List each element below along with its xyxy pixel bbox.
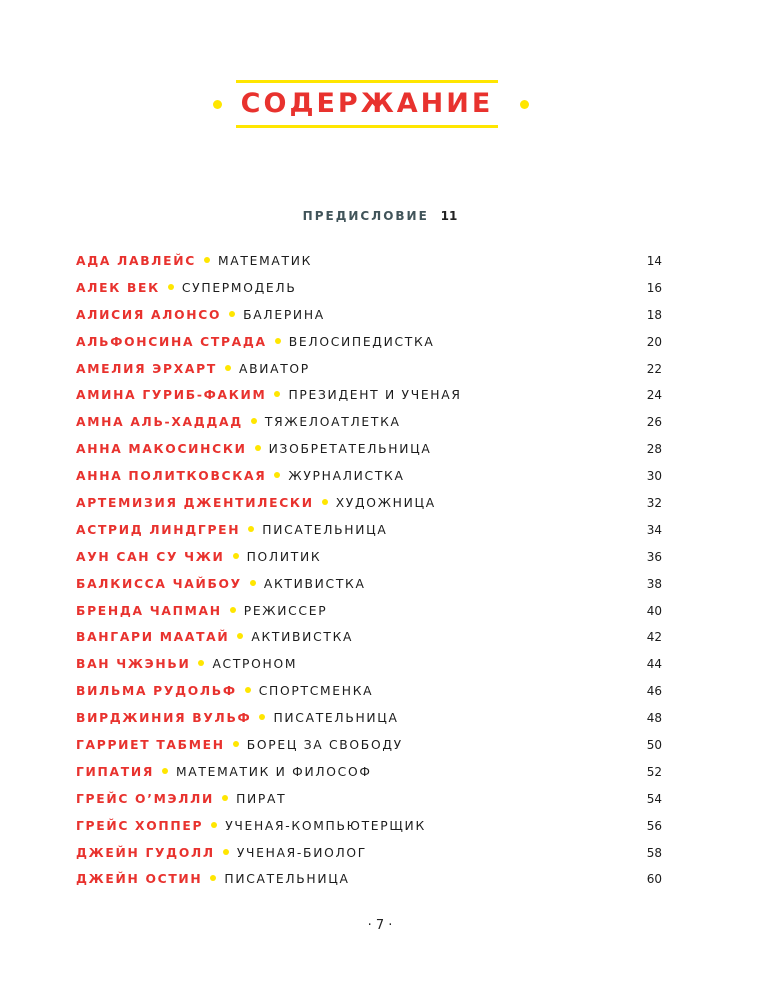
entry-role: АКТИВИСТКА (263, 576, 366, 591)
bullet-dot (251, 418, 257, 424)
entry-page-number: 54 (646, 791, 662, 806)
bullet-dot (230, 607, 236, 613)
entry-name: АЛЕК ВЕК (76, 280, 160, 295)
entry-role: ПИСАТЕЛЬНИЦА (224, 872, 350, 887)
entry-role: МАТЕМАТИК (218, 254, 313, 268)
entry-name: АДА ЛАВЛЕЙС (76, 254, 196, 268)
entry-page-number: 44 (646, 657, 662, 672)
entry-name: ВИРДЖИНИЯ ВУЛЬФ (76, 711, 252, 726)
toc-entry[interactable] (76, 332, 666, 359)
toc-entry[interactable] (76, 520, 666, 547)
toc-entry[interactable] (76, 493, 666, 520)
bullet-dot (233, 741, 239, 747)
entry-name: ГАРРИЕТ ТАБМЕН (76, 738, 225, 753)
toc-entry[interactable] (76, 305, 666, 332)
entry-role: ПИРАТ (236, 791, 287, 806)
entry-role: АСТРОНОМ (212, 657, 298, 672)
bullet-dot (223, 849, 229, 855)
entry-page-number: 14 (646, 254, 662, 268)
entry-role: РЕЖИССЕР (243, 603, 328, 618)
toc-entry[interactable] (76, 708, 666, 735)
entry-name: АУН САН СУ ЧЖИ (76, 549, 225, 564)
heading-bottom-rule (236, 125, 498, 128)
toc-entry[interactable] (76, 681, 666, 708)
entry-page-number: 58 (646, 845, 662, 860)
toc-entry[interactable] (76, 251, 666, 278)
entry-role: БОРЕЦ ЗА СВОБОДУ (246, 738, 403, 753)
toc-entry[interactable] (76, 762, 666, 789)
entry-page-number: 48 (646, 711, 662, 726)
entry-name: АМЕЛИЯ ЭРХАРТ (76, 361, 217, 376)
bullet-dot (255, 445, 261, 451)
bullet-dot (248, 526, 254, 532)
entry-page-number: 56 (646, 818, 662, 833)
entry-page-number: 46 (646, 684, 662, 699)
entry-page-number: 18 (646, 307, 662, 322)
entry-page-number: 24 (646, 388, 662, 403)
entry-page-number: 16 (646, 280, 662, 295)
preface-page-number: 11 (440, 209, 458, 223)
toc-entry[interactable] (76, 869, 666, 896)
page-number: · 7 · (367, 918, 393, 933)
entry-role: ВЕЛОСИПЕДИСТКА (288, 334, 435, 349)
entry-name: АРТЕМИЗИЯ ДЖЕНТИЛЕСКИ (76, 496, 314, 511)
bullet-dot (162, 768, 168, 774)
bullet-dot (210, 875, 216, 881)
entry-page-number: 60 (646, 872, 662, 887)
toc-entry[interactable] (76, 278, 666, 305)
bullet-dot (204, 257, 210, 263)
entry-name: АННА ПОЛИТКОВСКАЯ (76, 469, 267, 484)
entry-name: ВАНГАРИ МААТАЙ (76, 630, 230, 645)
toc-list (76, 251, 666, 896)
entry-name: ГИПАТИЯ (76, 764, 154, 779)
entry-name: АННА МАКОСИНСКИ (76, 442, 247, 457)
toc-entry[interactable] (76, 789, 666, 816)
toc-entry[interactable] (76, 601, 666, 628)
entry-role: ЖУРНАЛИСТКА (288, 469, 405, 484)
bullet-dot (198, 660, 204, 666)
preface-entry[interactable] (0, 206, 760, 226)
bullet-dot (222, 795, 228, 801)
entry-role: ТЯЖЕЛОАТЛЕТКА (264, 415, 401, 430)
heading-left-dot (213, 100, 222, 109)
bullet-dot (237, 633, 243, 639)
entry-name: ВАН ЧЖЭНЬИ (76, 657, 191, 672)
toc-entry[interactable] (76, 439, 666, 466)
entry-name: ВИЛЬМА РУДОЛЬФ (76, 684, 237, 699)
entry-name: ГРЕЙС О’МЭЛЛИ (76, 791, 215, 806)
entry-role: ИЗОБРЕТАТЕЛЬНИЦА (268, 442, 432, 457)
entry-page-number: 28 (646, 442, 662, 457)
bullet-dot (225, 365, 231, 371)
entry-page-number: 40 (646, 603, 662, 618)
entry-role: МАТЕМАТИК И ФИЛОСОФ (175, 764, 372, 779)
entry-page-number: 38 (646, 576, 662, 591)
entry-name: ДЖЕЙН ГУДОЛЛ (76, 845, 215, 860)
entry-page-number: 26 (646, 415, 662, 430)
entry-page-number: 36 (646, 549, 662, 564)
bullet-dot (245, 687, 251, 693)
toc-entry[interactable] (76, 547, 666, 574)
entry-role: АВИАТОР (238, 361, 310, 376)
entry-name: АЛИСИЯ АЛОНСО (76, 307, 222, 322)
entry-name: АЛЬФОНСИНА СТРАДА (76, 334, 267, 349)
entry-role: ХУДОЖНИЦА (335, 496, 436, 511)
bullet-dot (274, 391, 280, 397)
entry-role: АКТИВИСТКА (251, 630, 354, 645)
entry-name: АСТРИД ЛИНДГРЕН (76, 522, 241, 537)
toc-entry[interactable] (76, 654, 666, 681)
entry-name: БРЕНДА ЧАПМАН (76, 603, 222, 618)
entry-role: ПИСАТЕЛЬНИЦА (262, 522, 388, 537)
toc-entry[interactable] (76, 816, 666, 843)
page-title: СОДЕРЖАНИЕ (240, 88, 494, 119)
entry-role: УЧЕНАЯ-КОМПЬЮТЕРЩИК (225, 818, 426, 833)
heading-top-rule (236, 80, 498, 83)
entry-role: СПОРТСМЕНКА (258, 684, 374, 699)
bullet-dot (211, 822, 217, 828)
entry-role: ПОЛИТИК (246, 549, 322, 564)
preface-label: ПРЕДИСЛОВИЕ (302, 209, 429, 223)
entry-role: ПРЕЗИДЕНТ И УЧЕНАЯ (288, 388, 462, 403)
bullet-dot (229, 311, 235, 317)
toc-entry[interactable] (76, 843, 666, 870)
toc-entry[interactable] (76, 359, 666, 386)
entry-name: БАЛКИССА ЧАЙБОУ (76, 576, 242, 591)
toc-entry[interactable] (76, 735, 666, 762)
bullet-dot (275, 338, 281, 344)
entry-role: БАЛЕРИНА (243, 307, 325, 322)
toc-entry[interactable] (76, 466, 666, 493)
bullet-dot (233, 553, 239, 559)
entry-page-number: 50 (646, 738, 662, 753)
entry-name: ДЖЕЙН ОСТИН (76, 872, 203, 887)
bullet-dot (322, 499, 328, 505)
entry-page-number: 22 (646, 361, 662, 376)
entry-page-number: 32 (646, 496, 662, 511)
entry-name: АМИНА ГУРИБ-ФАКИМ (76, 388, 267, 403)
entry-role: СУПЕРМОДЕЛЬ (181, 280, 297, 295)
toc-entry[interactable] (76, 385, 666, 412)
entry-name: АМНА АЛЬ-ХАДДАД (76, 415, 243, 430)
entry-role: ПИСАТЕЛЬНИЦА (273, 711, 399, 726)
toc-entry[interactable] (76, 627, 666, 654)
heading-right-dot (520, 100, 529, 109)
entry-page-number: 42 (646, 630, 662, 645)
toc-entry[interactable] (76, 574, 666, 601)
entry-page-number: 20 (646, 334, 662, 349)
entry-page-number: 52 (646, 764, 662, 779)
entry-page-number: 34 (646, 522, 662, 537)
toc-entry[interactable] (76, 412, 666, 439)
entry-role: УЧЕНАЯ-БИОЛОГ (236, 845, 368, 860)
entry-name: ГРЕЙС ХОППЕР (76, 818, 204, 833)
bullet-dot (259, 714, 265, 720)
bullet-dot (274, 472, 280, 478)
bullet-dot (250, 580, 256, 586)
bullet-dot (168, 284, 174, 290)
toc-heading (0, 80, 760, 128)
entry-page-number: 30 (646, 469, 662, 484)
